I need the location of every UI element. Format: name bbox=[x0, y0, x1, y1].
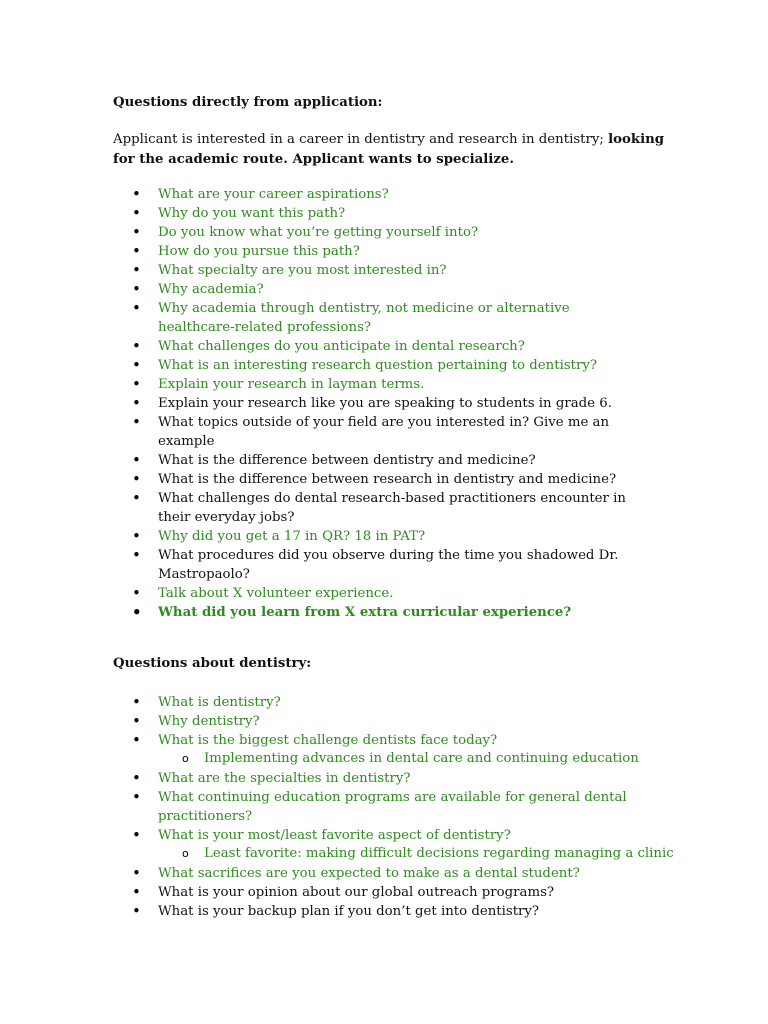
question-text: Explain your research like you are speaking to students in grade 6. bbox=[158, 396, 612, 411]
bullet-icon: • bbox=[132, 375, 141, 393]
question-text: Do you know what you’re getting yourself into? bbox=[158, 225, 479, 240]
question-text: What are your career aspirations? bbox=[158, 187, 389, 202]
question-item bbox=[0, 584, 638, 603]
question-item bbox=[0, 356, 638, 375]
section-heading-application: Questions directly from application: bbox=[113, 95, 383, 110]
bullet-icon: • bbox=[132, 299, 141, 317]
question-item bbox=[0, 451, 638, 470]
question-text: What topics outside of your field are you interested in? Give me an example bbox=[158, 415, 610, 449]
bullet-icon: • bbox=[132, 470, 141, 488]
question-item bbox=[0, 185, 638, 204]
question-text: What is dentistry? bbox=[158, 695, 281, 710]
question-text: What is your backup plan if you don’t get into dentistry? bbox=[158, 903, 540, 919]
bullet-icon: • bbox=[132, 527, 141, 545]
question-text: What challenges do you anticipate in dental research? bbox=[158, 339, 525, 354]
bullet-icon: • bbox=[132, 603, 142, 621]
question-text: What is an interesting research question pertaining to dentistry? bbox=[158, 358, 597, 373]
question-text: What is your opinion about our global outreach programs? bbox=[158, 884, 555, 900]
question-item bbox=[0, 489, 638, 527]
bullet-icon: • bbox=[132, 280, 141, 298]
question-item bbox=[0, 261, 638, 280]
bullet-icon: • bbox=[132, 394, 141, 412]
question-item bbox=[0, 902, 638, 921]
question-item bbox=[0, 280, 638, 299]
intro-bold-text: looking for the academic route. Applicant wants to specialize. bbox=[113, 132, 665, 167]
question-text: Talk about X volunteer experience. bbox=[158, 586, 394, 601]
question-text: Explain your research in layman terms. bbox=[158, 377, 425, 392]
question-item bbox=[0, 527, 638, 546]
question-item bbox=[0, 204, 638, 223]
intro-plain-text: Applicant is interested in a career in dentistry and research in dentistry; bbox=[113, 132, 609, 147]
question-item bbox=[0, 788, 638, 826]
bullet-icon: • bbox=[132, 693, 141, 711]
question-item bbox=[0, 242, 638, 261]
bullet-icon: • bbox=[132, 451, 141, 469]
question-text: Why did you get a 17 in QR? 18 in PAT? bbox=[158, 529, 426, 544]
bullet-icon: • bbox=[132, 768, 141, 787]
question-text: What sacrifices are you expected to make as a dental student? bbox=[158, 865, 580, 881]
question-text: What procedures did you observe during the time you shadowed Dr. Mastropaolo? bbox=[158, 548, 619, 582]
bullet-icon: • bbox=[132, 731, 141, 749]
question-item bbox=[0, 394, 638, 413]
bullet-icon: • bbox=[132, 337, 141, 355]
bullet-icon: • bbox=[132, 185, 141, 203]
question-text: What challenges do dental research-based practitioners encounter in their everyday jobs? bbox=[158, 491, 626, 525]
question-item bbox=[0, 883, 638, 902]
bullet-icon: • bbox=[132, 584, 141, 602]
question-text: What did you learn from X extra curricular experience? bbox=[158, 605, 572, 620]
bullet-icon: • bbox=[132, 712, 141, 730]
question-item bbox=[0, 864, 638, 883]
question-text: What is the biggest challenge dentists face today? bbox=[158, 733, 498, 748]
question-item bbox=[0, 712, 638, 731]
question-text: Why do you want this path? bbox=[158, 206, 346, 221]
question-text: What is the difference between research in dentistry and medicine? bbox=[158, 472, 617, 487]
question-item bbox=[0, 375, 638, 394]
bullet-icon: • bbox=[132, 825, 141, 844]
bullet-icon: • bbox=[132, 882, 141, 901]
question-item bbox=[0, 546, 638, 584]
question-item bbox=[0, 603, 638, 622]
sub-answer-item bbox=[0, 750, 664, 769]
question-text: What are the specialties in dentistry? bbox=[158, 770, 411, 786]
question-text: Why academia through dentistry, not medicine or alternative healthcare-related professions? bbox=[158, 301, 570, 335]
bullet-icon: • bbox=[132, 546, 141, 564]
bullet-icon: • bbox=[132, 356, 141, 374]
bullet-icon: • bbox=[132, 787, 141, 806]
bullet-icon: • bbox=[132, 204, 141, 222]
question-text: What is the difference between dentistry and medicine? bbox=[158, 453, 536, 468]
question-item bbox=[0, 693, 638, 712]
question-item bbox=[0, 731, 638, 750]
question-text: What is your most/least favorite aspect of dentistry? bbox=[158, 827, 511, 843]
application-question-list bbox=[0, 185, 638, 622]
bullet-icon: • bbox=[132, 242, 141, 260]
question-text: Why academia? bbox=[158, 282, 264, 297]
question-text: What specialty are you most interested in? bbox=[158, 263, 447, 278]
bullet-icon: • bbox=[132, 261, 141, 279]
bullet-icon: • bbox=[132, 413, 141, 431]
intro-paragraph bbox=[113, 130, 673, 169]
dentistry-question-list bbox=[0, 693, 674, 921]
sub-answer-item bbox=[0, 845, 674, 864]
bullet-icon: • bbox=[132, 223, 141, 241]
question-item bbox=[0, 470, 638, 489]
bullet-icon: • bbox=[132, 863, 141, 882]
question-text: Why dentistry? bbox=[158, 714, 260, 729]
question-item bbox=[0, 337, 638, 356]
sub-answer-text: Implementing advances in dental care and continuing education bbox=[204, 751, 639, 766]
question-item bbox=[0, 826, 638, 845]
question-item bbox=[0, 769, 638, 788]
sub-answer-text: Least favorite: making difficult decisions regarding managing a clinic bbox=[204, 845, 674, 861]
section-heading-dentistry: Questions about dentistry: bbox=[113, 656, 312, 671]
question-item bbox=[0, 299, 638, 337]
question-item bbox=[0, 223, 638, 242]
bullet-icon: • bbox=[132, 901, 141, 920]
question-text: How do you pursue this path? bbox=[158, 244, 360, 259]
hollow-bullet-icon: o bbox=[182, 846, 189, 860]
bullet-icon: • bbox=[132, 489, 141, 507]
question-item bbox=[0, 413, 638, 451]
question-text: What continuing education programs are available for general dental practitioners? bbox=[158, 789, 627, 824]
hollow-bullet-icon: o bbox=[182, 752, 189, 765]
